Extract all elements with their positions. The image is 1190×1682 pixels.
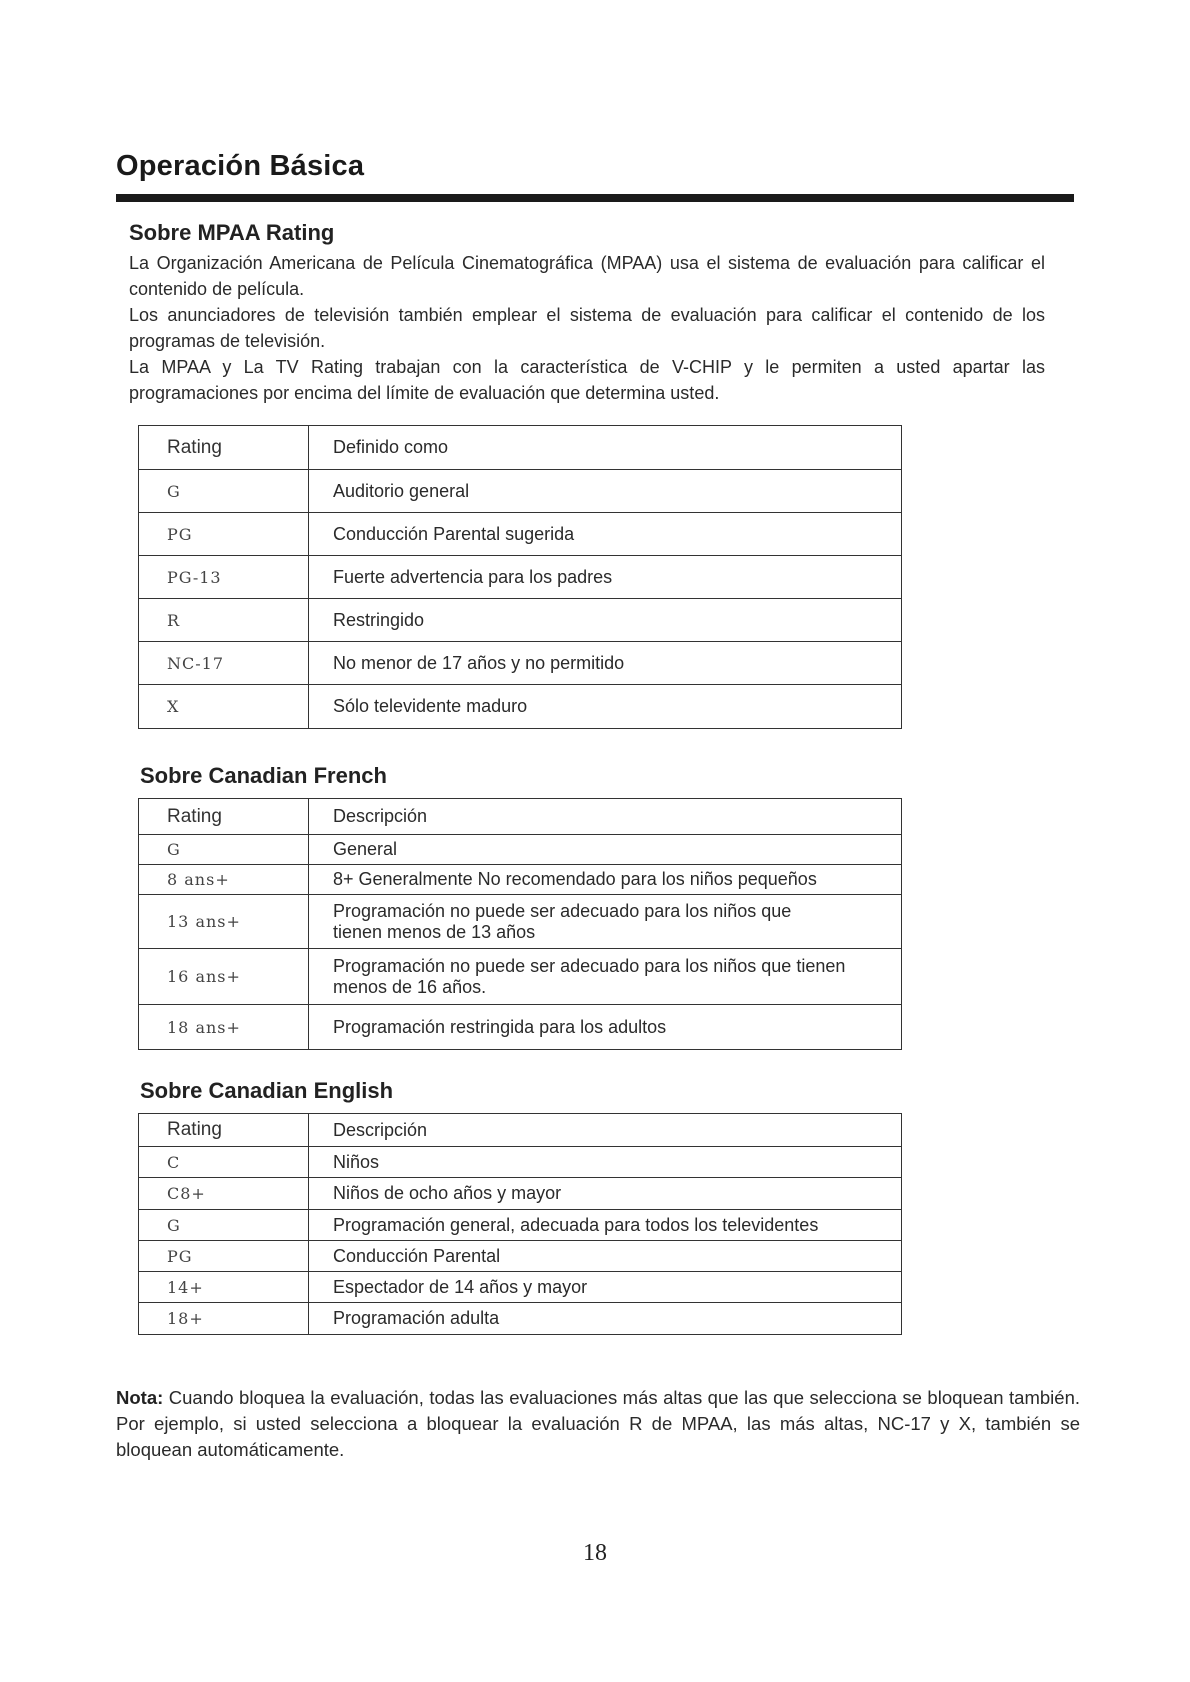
rating-description: Programación no puede ser adecuado para los niños que tienen menos de 16 años.	[309, 949, 902, 1005]
canadian-english-table	[138, 1113, 902, 1335]
table-row	[139, 556, 902, 599]
table-row	[139, 949, 902, 1005]
table-row	[139, 865, 902, 895]
canadian-english-heading: Sobre Canadian English	[140, 1078, 394, 1103]
description-header: Descripción	[309, 799, 902, 835]
table-header-row	[139, 1114, 902, 1147]
table-row	[139, 1005, 902, 1050]
table-header-row	[139, 799, 902, 835]
rating-code: 18 ans+	[139, 1005, 309, 1050]
rating-code: C	[139, 1147, 309, 1178]
rating-description: General	[309, 835, 902, 865]
rating-description: Sólo televidente maduro	[309, 685, 902, 729]
rating-description: Conducción Parental sugerida	[309, 513, 902, 556]
rating-description: Restringido	[309, 599, 902, 642]
definition-header: Definido como	[309, 426, 902, 470]
table-row	[139, 835, 902, 865]
rating-code: PG-13	[139, 556, 309, 599]
mpaa-intro	[129, 250, 1045, 406]
table-row	[139, 1210, 902, 1241]
table-row	[139, 1147, 902, 1178]
table-row	[139, 642, 902, 685]
rating-description: Niños	[309, 1147, 902, 1178]
rating-code: G	[139, 470, 309, 513]
rating-code: G	[139, 1210, 309, 1241]
table-header-row	[139, 426, 902, 470]
rating-description: Espectador de 14 años y mayor	[309, 1272, 902, 1303]
rating-code: PG	[139, 513, 309, 556]
table-row	[139, 470, 902, 513]
rating-code: C8+	[139, 1178, 309, 1210]
mpaa-table	[138, 425, 902, 729]
rating-description: Auditorio general	[309, 470, 902, 513]
mpaa-heading: Sobre MPAA Rating	[129, 220, 335, 245]
rating-code: 8 ans+	[139, 865, 309, 895]
rating-code: X	[139, 685, 309, 729]
rating-code: R	[139, 599, 309, 642]
rating-code: 13 ans+	[139, 895, 309, 949]
rating-code: 18+	[139, 1303, 309, 1335]
table-row	[139, 1178, 902, 1210]
rating-code: 14+	[139, 1272, 309, 1303]
note-text: Cuando bloquea la evaluación, todas las evaluaciones más altas que las que selecciona se bloquean también. Por ejemplo, si usted selecciona a bloquear la evaluación R de MPAA, las más altas, NC-17 y X, también se bloquean automáticamente.	[116, 1387, 1080, 1460]
canadian-french-heading: Sobre Canadian French	[140, 763, 387, 788]
rating-header: Rating	[139, 799, 309, 835]
table-row	[139, 685, 902, 729]
rating-description: Programación general, adecuada para todos los televidentes	[309, 1210, 902, 1241]
table-row	[139, 1272, 902, 1303]
page-title: Operación Básica	[116, 150, 365, 182]
rating-description: 8+ Generalmente No recomendado para los niños pequeños	[309, 865, 902, 895]
rating-code: 16 ans+	[139, 949, 309, 1005]
title-rule	[116, 194, 1074, 202]
mpaa-paragraph-1: La Organización Americana de Película Cinematográfica (MPAA) usa el sistema de evaluación para calificar el contenido de película.	[129, 253, 1045, 299]
description-header: Descripción	[309, 1114, 902, 1147]
rating-description: Niños de ocho años y mayor	[309, 1178, 902, 1210]
table-row	[139, 599, 902, 642]
rating-header: Rating	[139, 426, 309, 470]
note-label: Nota:	[116, 1387, 164, 1408]
mpaa-paragraph-2: Los anunciadores de televisión también emplear el sistema de evaluación para calificar el contenido de los programas de televisión.	[129, 305, 1045, 351]
table-row	[139, 1303, 902, 1335]
rating-description: Programación restringida para los adultos	[309, 1005, 902, 1050]
rating-description: Conducción Parental	[309, 1241, 902, 1272]
rating-description: Programación adulta	[309, 1303, 902, 1335]
table-row	[139, 513, 902, 556]
canadian-french-table	[138, 798, 902, 1050]
mpaa-paragraph-3: La MPAA y La TV Rating trabajan con la característica de V-CHIP y le permiten a usted apartar las programaciones por encima del límite de evaluación que determina usted.	[129, 357, 1045, 403]
page-number: 18	[583, 1540, 607, 1566]
table-row	[139, 895, 902, 949]
rating-code: PG	[139, 1241, 309, 1272]
rating-description: Fuerte advertencia para los padres	[309, 556, 902, 599]
rating-code: G	[139, 835, 309, 865]
table-row	[139, 1241, 902, 1272]
rating-code: NC-17	[139, 642, 309, 685]
rating-description: Programación no puede ser adecuado para los niños que tienen menos de 13 años	[309, 895, 902, 949]
note	[116, 1385, 1080, 1463]
rating-description: No menor de 17 años y no permitido	[309, 642, 902, 685]
rating-header: Rating	[139, 1114, 309, 1147]
